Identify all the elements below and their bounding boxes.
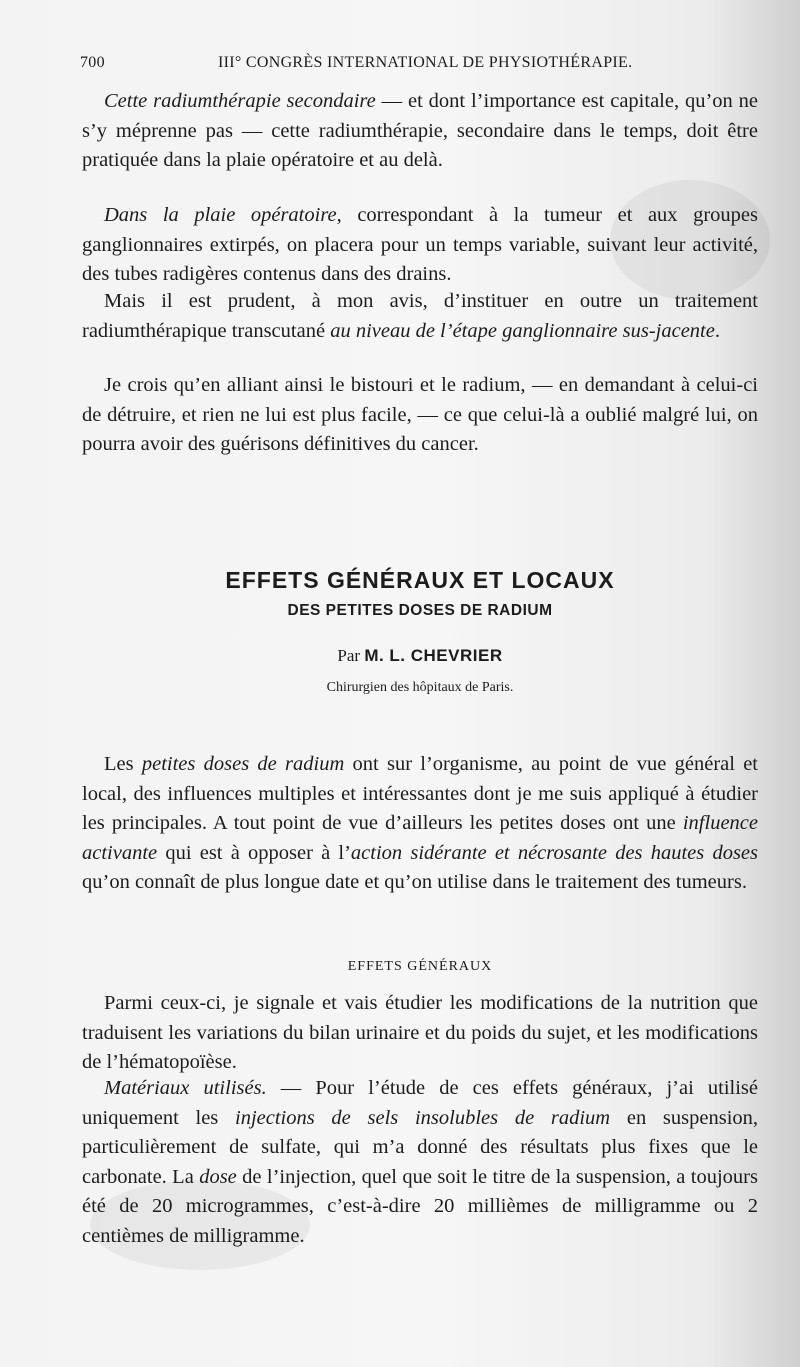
article-title: EFFETS GÉNÉRAUX ET LOCAUX	[225, 567, 615, 593]
running-title: III° CONGRÈS INTERNATIONAL DE PHYSIOTHÉRAPIE.	[218, 54, 633, 71]
italic-phrase: injections de sels insolubles de radium	[235, 1106, 611, 1129]
page-number: 700	[80, 54, 105, 71]
continuation-paragraph-4	[82, 371, 758, 460]
article-subtitle: DES PETITES DOSES DE RADIUM	[287, 602, 553, 619]
paragraph-text: Mais il est prudent, à mon avis, d’instituer en outre un traitement radiumthérapique transcutané	[82, 290, 758, 342]
byline	[82, 646, 758, 666]
author-affiliation: Chirurgien des hôpitaux de Paris.	[326, 680, 514, 695]
paragraph-text: qui est à opposer à l’	[157, 841, 351, 864]
italic-phrase: au niveau de l’étape ganglionnaire sus-jacente	[330, 319, 715, 342]
italic-phrase: action sidérante et nécrosante des hautes doses	[350, 841, 758, 864]
continuation-paragraph-2	[82, 201, 758, 290]
paragraph-text: de l’injection, quel que soit le titre de la suspension, a toujours été de 20 microgrammes, c’est-à-dire 20 millièmes de milligramme ou 2 centièmes de milligramme.	[82, 1165, 758, 1247]
section-heading: EFFETS GÉNÉRAUX	[347, 959, 493, 974]
materials-paragraph	[82, 1074, 758, 1251]
italic-phrase: influence activante	[82, 812, 758, 864]
paragraph-text: qu’on connaît de plus longue date et qu’on utilise dans le traitement des tumeurs.	[82, 871, 747, 893]
paragraph-text: correspondant à la tumeur et aux groupes ganglionnaires extirpés, on placera pour un temps variable, suivant leur activité, des tubes radigères contenus dans des drains.	[82, 204, 758, 285]
paragraph-text: Les	[104, 753, 142, 775]
paragraph-text: ont sur l’organisme, au point de vue général et local, des influences multiples et intéressantes dont je me suis appliqué à étudier les principales. A tout point de vue d’ailleurs les petites doses ont une	[82, 753, 758, 834]
continuation-paragraph-1	[82, 87, 758, 176]
italic-phrase: petites doses de radium	[141, 753, 345, 775]
byline-prefix: Par	[337, 646, 365, 665]
paragraph-text: .	[714, 319, 720, 342]
author-name: M. L. CHEVRIER	[364, 646, 503, 665]
italic-phrase: Cette radiumthérapie secondaire	[104, 90, 376, 112]
italic-phrase: dose	[199, 1165, 237, 1188]
italic-phrase: Dans la plaie opératoire,	[104, 204, 342, 226]
paragraph-text: — et dont l’importance est capitale, qu’on ne s’y méprenne pas — cette radiumthérapie, secondaire dans le temps, doit être pratiquée dans la plaie opératoire et au delà.	[82, 90, 759, 171]
paragraph-text: — Pour l’étude de ces effets généraux, j’ai utilisé uniquement les	[82, 1077, 759, 1129]
section-paragraph	[82, 989, 758, 1078]
paragraph-text: Je crois qu’en alliant ainsi le bistouri et le radium, — en demandant à celui-ci de détruire, et rien ne lui est plus facile, — ce que celui-là a oublié malgré lui, on pourra avoir des guérisons définitives du cancer.	[82, 374, 758, 455]
italic-phrase: Matériaux utilisés.	[104, 1077, 267, 1099]
intro-paragraph	[82, 750, 758, 898]
paragraph-text: Parmi ceux-ci, je signale et vais étudier les modifications de la nutrition que traduisent les variations du bilan urinaire et du poids du sujet, et les modifications de l’hématopoïèse.	[82, 992, 758, 1073]
continuation-paragraph-3	[82, 287, 758, 346]
paragraph-text: en suspension, particulièrement de sulfate, qui m’a donné des résultats plus fixes que le carbonate. La	[82, 1106, 759, 1188]
